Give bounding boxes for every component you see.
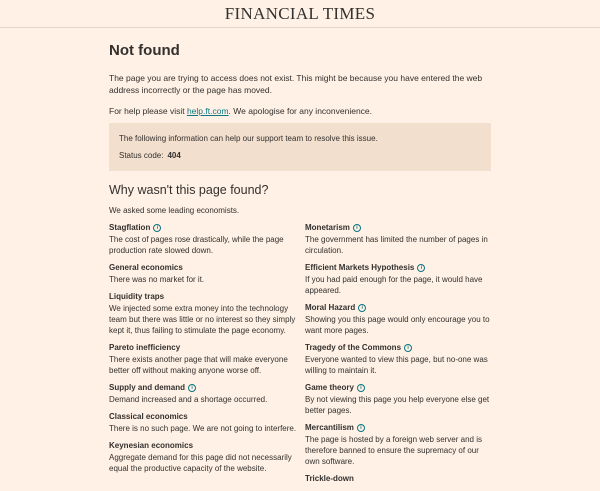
economist-title-text: Keynesian economics [109, 441, 194, 450]
economist-explanation: The government has limited the number of pages in circulation. [305, 235, 488, 255]
info-icon[interactable]: i [417, 264, 425, 272]
economist-title-text: Classical economics [109, 412, 188, 421]
economist-item-monetarism [305, 223, 495, 256]
economist-title-text: Moral Hazard [305, 303, 356, 312]
economist-title [305, 423, 495, 433]
economist-explanation: By not viewing this page you help everyone else get better pages. [305, 395, 490, 415]
help-suffix: . We apologise for any inconvenience. [228, 106, 373, 116]
economist-title-text: Stagflation [109, 223, 151, 232]
status-code-label: Status code: [119, 151, 164, 160]
economist-item-liquidity-traps [109, 292, 299, 336]
economist-title-text: Liquidity traps [109, 292, 165, 301]
economist-explanation: There exists another page that will make everyone better off without making anyone worse off. [109, 355, 288, 375]
not-found-explanation: The page you are trying to access does not exist. This might be because you have entered the web address incorrectly or the page has moved. [109, 73, 483, 95]
economist-item-game-theory [305, 383, 495, 416]
economist-title [305, 474, 495, 484]
economist-item-stagflation [109, 223, 299, 256]
page-title: Not found [109, 42, 180, 59]
economist-explanation: The page is hosted by a foreign web server and is therefore banned to ensure the supremacy of our own software. [305, 435, 482, 466]
economist-item-trickle-down [305, 474, 495, 484]
economist-title-text: Trickle-down [305, 474, 354, 483]
help-paragraph [109, 106, 491, 117]
economist-title-text: Monetarism [305, 223, 350, 232]
info-icon[interactable]: i [188, 384, 196, 392]
economist-explanation: There was no market for it. [109, 275, 205, 284]
info-icon[interactable]: i [353, 224, 361, 232]
ft-logo[interactable]: FINANCIAL TIMES [224, 3, 376, 23]
support-info-box [109, 123, 491, 171]
info-icon[interactable]: i [153, 224, 161, 232]
info-icon[interactable]: i [404, 344, 412, 352]
support-info-text: The following information can help our support team to resolve this issue. [119, 134, 378, 143]
help-link[interactable]: help.ft.com [186, 106, 229, 116]
why-heading: Why wasn't this page found? [109, 183, 269, 197]
economist-item-mercantilism [305, 423, 495, 467]
economist-item-keynesian-economics [109, 441, 299, 474]
economist-title-text: Supply and demand [109, 383, 186, 392]
economist-explanation: If you had paid enough for the page, it would have appeared. [305, 275, 483, 295]
status-code-value: 404 [167, 151, 181, 160]
main-content [109, 27, 491, 483]
economist-title [109, 412, 299, 422]
economist-title [109, 343, 299, 353]
economist-title [305, 383, 495, 393]
economists-right-column [305, 223, 495, 491]
status-code-row [119, 151, 481, 161]
economist-explanation: Everyone wanted to view this page, but no-one was willing to maintain it. [305, 355, 488, 375]
economist-title [109, 383, 299, 393]
info-icon[interactable]: i [358, 304, 366, 312]
economist-item-moral-hazard [305, 303, 495, 336]
masthead [0, 0, 600, 28]
economists-left-column [109, 223, 299, 481]
economist-title-text: Game theory [305, 383, 354, 392]
economist-title-text: Efficient Markets Hypothesis [305, 263, 415, 272]
economist-item-efficient-markets-hypothesis [305, 263, 495, 296]
info-icon[interactable]: i [357, 424, 365, 432]
economist-explanation: Aggregate demand for this page did not necessarily equal the productive capacity of the website. [109, 453, 292, 473]
economist-item-tragedy-of-the-commons [305, 343, 495, 376]
economist-explanation: There is no such page. We are not going to interfere. [109, 424, 297, 433]
economist-explanation: We injected some extra money into the technology team but there was little or no interest so they simply kept it, thus failing to stimulate the page economy. [109, 304, 296, 335]
economist-title [109, 292, 299, 302]
economist-title [109, 441, 299, 451]
economist-explanation: The cost of pages rose drastically, while the page production rate slowed down. [109, 235, 284, 255]
economists-intro: We asked some leading economists. [109, 206, 240, 215]
economist-title-text: Tragedy of the Commons [305, 343, 402, 352]
economist-title-text: General economics [109, 263, 183, 272]
economist-title-text: Pareto inefficiency [109, 343, 181, 352]
economist-title [109, 223, 299, 233]
economist-item-supply-and-demand [109, 383, 299, 405]
economist-title [305, 223, 495, 233]
info-icon[interactable]: i [357, 384, 365, 392]
economist-item-general-economics [109, 263, 299, 285]
help-prefix: For help please visit [109, 106, 187, 116]
economist-item-pareto-inefficiency [109, 343, 299, 376]
economist-item-classical-economics [109, 412, 299, 434]
economist-title [305, 343, 495, 353]
economist-explanation: Demand increased and a shortage occurred. [109, 395, 268, 404]
economist-explanation: Showing you this page would only encourage you to want more pages. [305, 315, 490, 335]
economist-title [305, 263, 495, 273]
economist-title-text: Mercantilism [305, 423, 354, 432]
economist-title [109, 263, 299, 273]
economist-title [305, 303, 495, 313]
